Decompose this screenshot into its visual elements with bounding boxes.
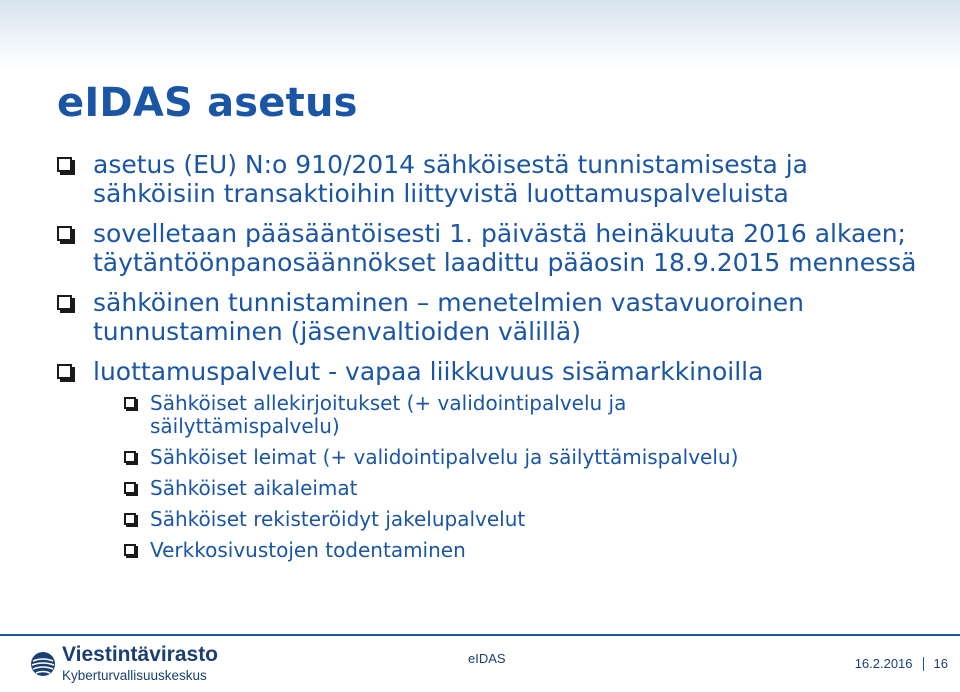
bullet-text: luottamuspalvelut - vapaa liikkuvuus sisämarkkinoilla — [93, 357, 764, 386]
footer-separator — [923, 657, 924, 671]
org-subtitle: Kyberturvallisuuskeskus — [62, 668, 207, 683]
slide-title: eIDAS asetus — [57, 80, 358, 126]
sub-bullet-text: Sähköiset leimat (+ validointipalvelu ja säilyttämispalvelu) — [150, 445, 739, 469]
page-number: 16 — [933, 656, 948, 671]
footer-meta — [855, 656, 948, 671]
bullet-text: asetus (EU) N:o 910/2014 sähköisestä tunnistamisesta ja sähköisiin transaktioihin liittyvistä luottamuspalveluista — [93, 150, 808, 208]
checkbox-bullet-icon — [57, 295, 72, 310]
sub-bullet-text: Sähköiset rekisteröidyt jakelupalvelut — [150, 507, 526, 531]
checkbox-bullet-icon — [124, 482, 136, 494]
sub-bullet-text: Sähköiset aikaleimat — [150, 476, 358, 500]
checkbox-bullet-icon — [57, 364, 72, 379]
slide-content — [57, 150, 937, 570]
checkbox-bullet-icon — [124, 544, 136, 556]
org-name: Viestintävirasto — [62, 643, 219, 666]
sub-bullet-item — [124, 446, 937, 469]
sub-bullet-item — [124, 477, 937, 500]
bullet-text: sähköinen tunnistaminen – menetelmien vastavuoroinen tunnustaminen (jäsenvaltioiden välillä) — [93, 288, 805, 346]
sub-bullet-text: Sähköiset allekirjoitukset (+ validointipalvelu ja säilyttämispalvelu) — [150, 391, 627, 438]
checkbox-bullet-icon — [124, 397, 136, 409]
org-logo — [30, 644, 218, 683]
footer-divider — [0, 634, 960, 636]
sub-bullet-item — [124, 392, 710, 438]
bullet-item — [57, 288, 937, 346]
bullet-item — [57, 219, 937, 277]
bullet-item — [57, 150, 937, 208]
sub-bullet-item — [124, 539, 937, 562]
bullet-text: sovelletaan pääsääntöisesti 1. päivästä heinäkuuta 2016 alkaen; täytäntöönpanosäännökset laadittu pääosin 18.9.2015 mennessä — [93, 219, 917, 277]
checkbox-bullet-icon — [124, 451, 136, 463]
checkbox-bullet-icon — [57, 226, 72, 241]
footer-title: eIDAS — [468, 651, 506, 666]
checkbox-bullet-icon — [124, 513, 136, 525]
sub-bullet-item — [124, 508, 937, 531]
globe-logo-icon — [30, 651, 56, 677]
sub-bullet-text: Verkkosivustojen todentaminen — [150, 538, 466, 562]
bullet-item — [57, 357, 937, 386]
checkbox-bullet-icon — [57, 157, 72, 172]
slide-date: 16.2.2016 — [854, 656, 913, 671]
header-gradient — [0, 0, 960, 70]
